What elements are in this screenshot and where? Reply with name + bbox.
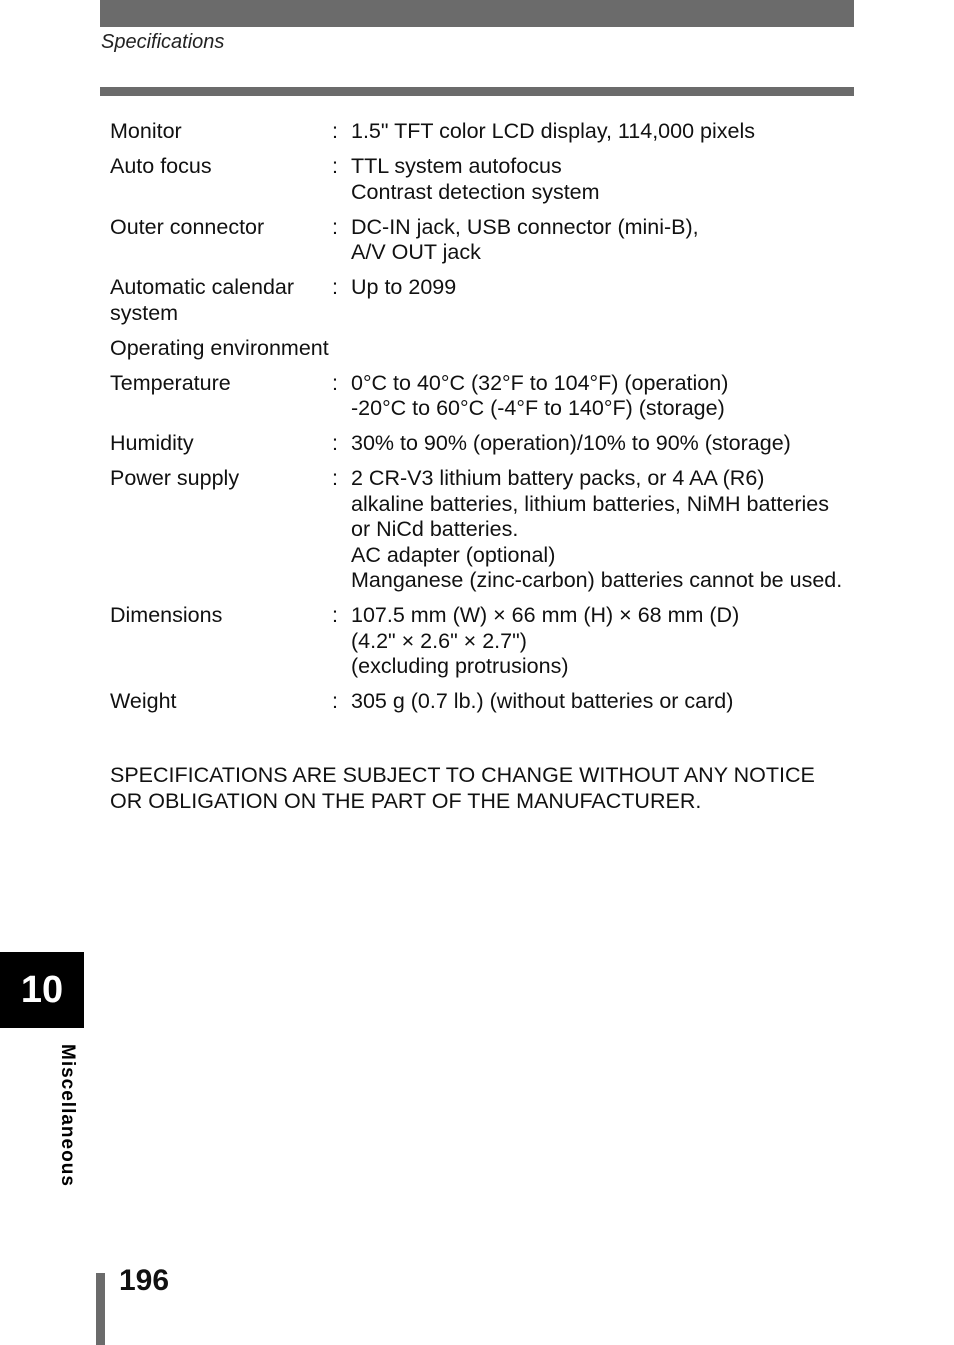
spec-value <box>351 275 854 326</box>
spec-value-line: -20°C to 60°C (-4°F to 140°F) (storage) <box>351 396 725 420</box>
spec-value-line: TTL system autofocus <box>351 154 562 178</box>
spec-value-line: Up to 2099 <box>351 275 457 299</box>
spec-colon: : <box>332 466 338 490</box>
spec-value-line: AC adapter (optional) <box>351 542 556 567</box>
spec-row <box>110 689 854 715</box>
spec-label: Operating environment <box>110 335 329 360</box>
spec-value <box>351 466 854 594</box>
spec-row <box>110 275 854 326</box>
specifications-table <box>110 119 854 724</box>
chapter-tab: 10 <box>0 952 84 1028</box>
spec-value-line: 30% to 90% (operation)/10% to 90% (storage) <box>351 431 791 455</box>
page-header-title: Specifications <box>101 31 225 53</box>
spec-colon: : <box>332 603 338 627</box>
spec-label: Dimensions <box>110 603 223 627</box>
spec-value-line: alkaline batteries, lithium batteries, NiMH batteries <box>351 491 829 516</box>
notice-line: SPECIFICATIONS ARE SUBJECT TO CHANGE WITHOUT ANY NOTICE <box>110 763 815 787</box>
spec-value-line: 305 g (0.7 lb.) (without batteries or card) <box>351 689 734 713</box>
spec-value-line: or NiCd batteries. <box>351 517 519 541</box>
spec-label: Humidity <box>110 431 194 455</box>
spec-value-line: 107.5 mm (W) × 66 mm (H) × 68 mm (D) <box>351 603 740 627</box>
page-number: 196 <box>119 1264 170 1297</box>
spec-value <box>351 215 854 266</box>
spec-row <box>110 466 854 594</box>
spec-label: Automatic calendar system <box>110 275 295 325</box>
spec-value <box>351 119 854 145</box>
notice-line: OR OBLIGATION ON THE PART OF THE MANUFACTURER. <box>110 789 702 813</box>
spec-value-line: 2 CR-V3 lithium battery packs, or 4 AA (R6) <box>351 466 765 490</box>
change-notice <box>110 762 854 814</box>
chapter-side-label: Miscellaneous <box>57 1044 78 1187</box>
spec-label: Outer connector <box>110 214 265 239</box>
spec-value <box>351 689 854 715</box>
spec-row <box>110 215 854 266</box>
spec-colon: : <box>332 370 338 395</box>
spec-colon: : <box>332 154 338 178</box>
spec-row <box>110 336 854 362</box>
spec-colon: : <box>332 275 338 299</box>
spec-row <box>110 603 854 680</box>
spec-value-line: A/V OUT jack <box>351 240 481 264</box>
header-rule <box>100 87 854 96</box>
spec-value-line: 0°C to 40°C (32°F to 104°F) (operation) <box>351 370 729 395</box>
page-number-bar <box>96 1273 105 1345</box>
spec-row <box>110 119 854 145</box>
spec-colon: : <box>332 689 338 713</box>
spec-colon: : <box>332 119 338 143</box>
spec-value-line: 1.5" TFT color LCD display, 114,000 pixels <box>351 119 755 143</box>
spec-value-line: (excluding protrusions) <box>351 654 569 678</box>
spec-value <box>351 431 854 457</box>
spec-value <box>351 154 854 205</box>
spec-row <box>110 154 854 205</box>
spec-colon: : <box>332 431 338 455</box>
spec-value-line: Manganese (zinc-carbon) batteries cannot be used. <box>351 568 843 592</box>
spec-label: Temperature <box>110 370 231 395</box>
spec-label: Auto focus <box>110 154 212 178</box>
header-bar <box>100 0 854 27</box>
spec-value <box>351 371 854 422</box>
spec-value-line: DC-IN jack, USB connector (mini-B), <box>351 214 699 239</box>
spec-row <box>110 431 854 457</box>
spec-label: Power supply <box>110 466 240 490</box>
spec-value-line: (4.2" × 2.6" × 2.7") <box>351 628 527 653</box>
spec-row <box>110 371 854 422</box>
spec-colon: : <box>332 214 338 239</box>
spec-value-line: Contrast detection system <box>351 179 600 204</box>
spec-label: Monitor <box>110 119 182 143</box>
spec-label: Weight <box>110 689 177 713</box>
spec-value <box>351 603 854 680</box>
